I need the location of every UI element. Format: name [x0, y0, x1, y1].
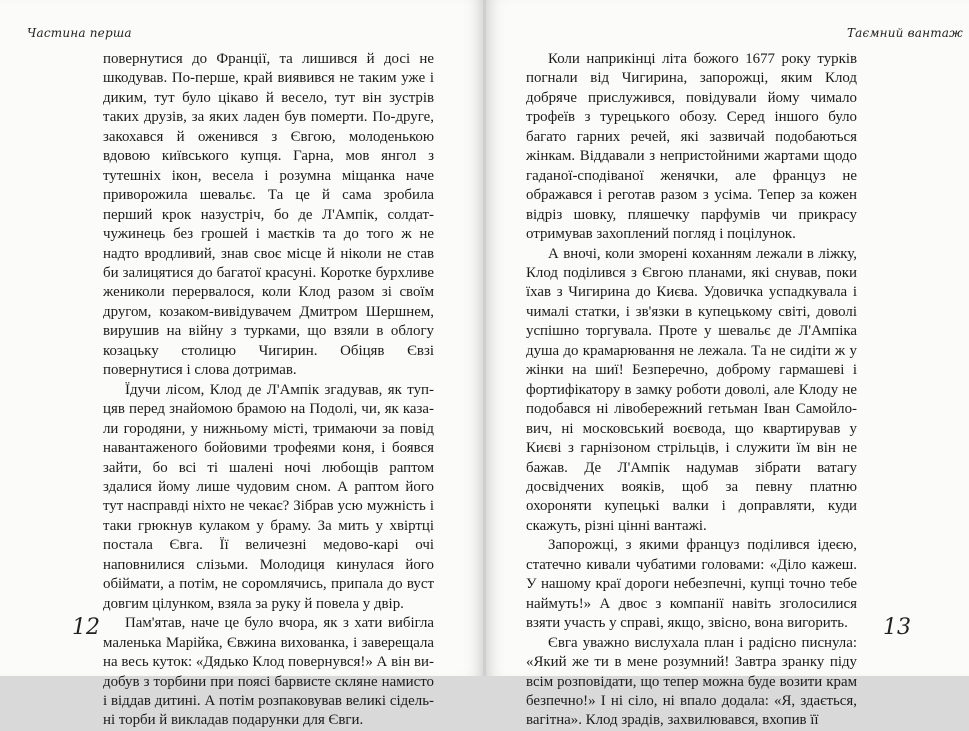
paragraph: Євга уважно вислухала план і радісно писнула: «Який же ти в мене розумний! Завтра зранку піду всім розповідати, що тепер можна буде возити крам безпечно!» І ні сіло, ні впало додала: «Я, здається, вагітна». Клод зрадів, захвилювався, вхопив її	[526, 634, 857, 729]
page-number-left: 12	[72, 615, 100, 640]
paragraph: Їдучи лісом, Клод де Л'Ампік згадував, як тупцяв перед знайомою брамою на Подолі, чи, як казали городяни, у нижньому місті, тримаючи за повід навантаженого бойовими трофеями коня, і боявся зайти, бо всі ті шалені ночі любощів раптом здалися йому лише чудовим сном. А раптом його тут насправді ніхто не чекає? Зібрав усю мужність і таки грюкнув кулаком у браму. За мить у хвіртці постала Євга. Її величезні медово-карі очі наповнилися слізьми. Молодиця кинулася його обіймати, а потім, не соромлячись, припала до вуст довгим цілунком, взяла за руку й повела у двір.	[103, 381, 434, 612]
left-text-block	[103, 50, 434, 731]
right-page	[486, 0, 969, 729]
paragraph: Коли наприкінці літа божого 1677 року турків погнали від Чигирина, запорожці, яким Клод добряче прислужився, повідували йому чимало трофеїв з турецького обозу. Серед іншого було багато гарних речей, які зазвичай подобаються жінкам. Віддавали з непристойними жартами щодо гаданої-сподіваної женячки, але француз не ображався і реготав разом з усіма. Тепер за кожен відріз шовку, пляшечку парфумів чи прикрасу отримував захоплений погляд і поцілунок.	[526, 51, 857, 243]
paragraph: Запорожці, з якими француз поділився ідеєю, статечно кивали чубатими головами: «Діло кажеш. У нашому краї дороги небезпечні, купці точно тебе наймуть!» А двоє з компанії навіть зголосилися взяти участь у справі, якщо, звісно, вона вигорить.	[526, 537, 857, 632]
right-text-block	[526, 50, 857, 731]
page-number-right: 13	[883, 615, 911, 640]
paragraph: Пам'ятав, наче це було вчора, як з хати вибігла маленька Марійка, Євжина вихованка, і заверещала на весь куток: «Дядько Клод повернувся!» А він видобув з торбини при поясі барвисте скляне намисто і віддав дитині. А потім розпаковував великі сідельні торби й викладав подарунки для Євги.	[103, 615, 434, 729]
running-head-right: Таємний вантаж	[846, 26, 963, 40]
paragraph: повернутися до Франції, та лишився й досі не шкодував. По-перше, край виявився не таким уже і диким, тут було цікаво й весело, тут він зустрів таких друзів, за яких ладен був померти. По-друге, закохався й оженився з Євгою, молоденькою вдовою київського купця. Гарна, мов янгол з тутешніх ікон, весела і розумна міщанка наче приворожила шевальє. Та це й сама зробила перший крок назустріч, бо де Л'Ампік, солдат-чужинець без грошей і маєтків та до того ж не надто вродливий, знав своє місце й ніколи не став би залицятися до багатої красуні. Коротке бурхливе жениколи перервалося, коли Клод разом зі своїм другом, козаком-вивідувачем Дмитром Шершнем, вирушив на війну з турками, що взяли в облогу козацьку столицю Чигирин. Обіцяв Євзі повернутися і слова дотримав.	[103, 51, 434, 379]
paragraph: А вночі, коли зморені коханням лежали в ліжку, Клод поділився з Євгою планами, які снував, поки їхав з Чигирина до Києва. Удовичка успадкувала і чималі статки, і зв'язки в купецькому світі, доволі успішно торгувала. Проте у шевальє де Л'Ампіка душа до крамарювання не лежала. Та не сидіти ж у жінки на шиї! Безперечно, доброму гармашеві і фортифікатору в замку роботи доволі, але Клоду не подобався ні лівобережний гетьман Іван Самойлович, ні московський воєвода, що квартирував у Києві з гарнізоном стрільців, і служити їм він не бажав. Де Л'Ампік надумав зібрати ватагу досвідчених вояків, щоб за певну платню охороняти купецькі валки і доправляти, куди скажуть, різні цінні вантажі.	[526, 245, 857, 534]
left-page	[0, 0, 483, 729]
running-head-left: Частина перша	[27, 26, 132, 40]
